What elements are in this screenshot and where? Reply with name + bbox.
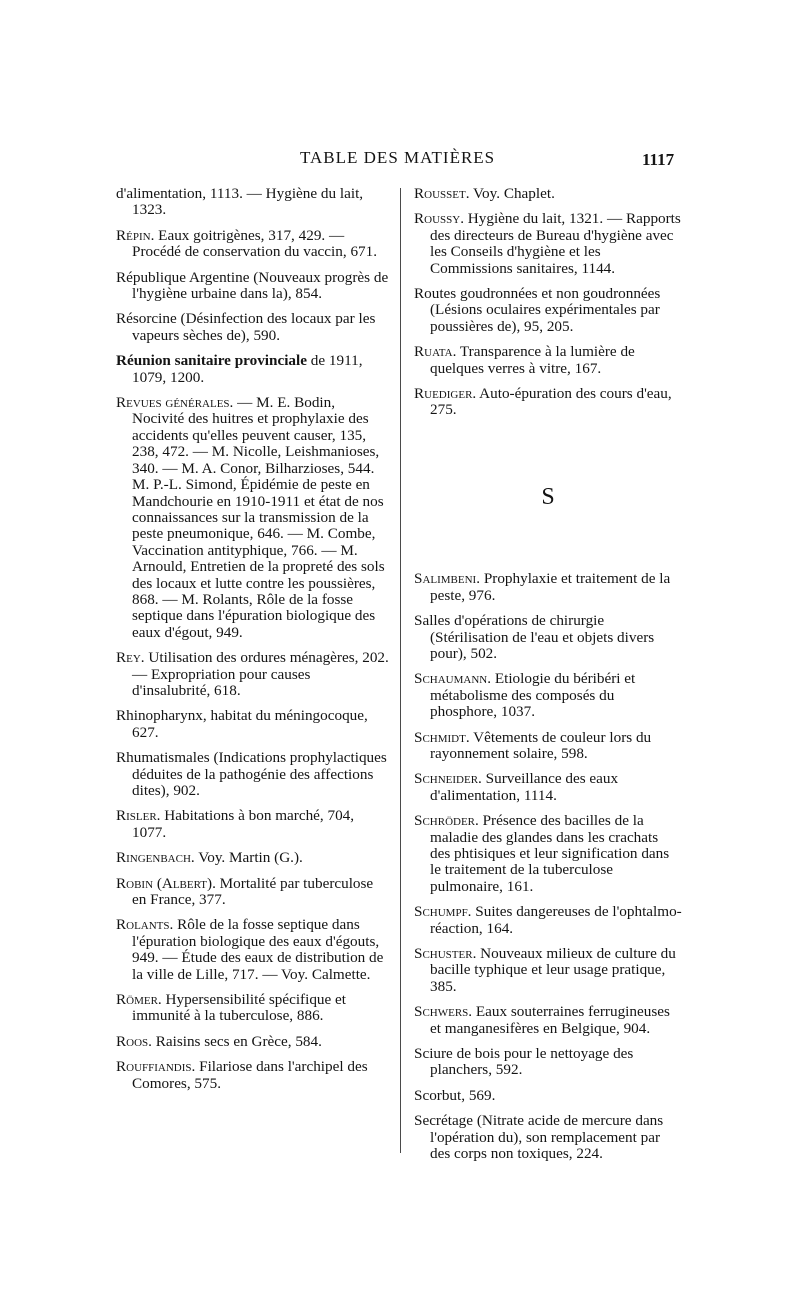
entry-text: Rhumatismales (Indications prophylactiques déduites de la pathogénie des affections dites), 902. xyxy=(116,749,387,799)
entry-heading: Revues générales. xyxy=(116,394,234,412)
entry-text: Auto-épuration des cours d'eau, 275. xyxy=(430,385,672,419)
index-entry xyxy=(414,1113,682,1162)
entry-heading: Schwers. xyxy=(414,1003,473,1021)
entry-text: Secrétage (Nitrate acide de mercure dans l'opération du), son remplacement par des corps non toxiques, 224. xyxy=(414,1112,664,1163)
entry-heading: Robin (Albert). xyxy=(116,874,216,892)
entry-heading: Réunion sanitaire provinciale xyxy=(116,352,307,370)
entry-text: Prophylaxie et traitement de la peste, 976. xyxy=(430,570,671,604)
entry-text: Eaux souterraines ferrugineuses et manganesifères en Belgique, 904. xyxy=(430,1003,670,1037)
entry-text: — M. E. Bodin, Nocivité des huitres et prophylaxie des accidents qu'elles peuvent causer, 135, 238, 472. — M. Nicolle, Leishmanioses, 340. — M. A. Conor, Bilharzioses, 544. M. P.-L. Simond, Épidémie de peste en Mandchourie en 1910-1911 et état de nos connaissances sur la transmission de la peste pneumonique, 646. — M. Combe, Vaccination antityphique, 766. — M. Arnould, Entretien de la propreté des sols des locaux et lutte contre les poussières, 868. — M. Rolants, Rôle de la fosse septique dans l'épuration biologique des eaux d'égout, 949. xyxy=(132,394,385,641)
entry-heading: Schumpf. xyxy=(414,903,472,921)
index-entry xyxy=(116,750,390,799)
index-entry xyxy=(414,344,682,377)
index-entry xyxy=(414,286,682,335)
section-s-entries xyxy=(414,571,682,1162)
left-column xyxy=(116,186,390,1101)
index-entry xyxy=(116,876,390,909)
entry-heading: Roussy. xyxy=(414,210,464,228)
index-entry xyxy=(414,813,682,895)
entry-text: de 1911, 1079, 1200. xyxy=(132,352,363,386)
entry-text: Eaux goitrigènes, 317, 429. — Procédé de conservation du vaccin, 671. xyxy=(132,226,378,261)
entry-text: Etiologie du béribéri et métabolisme des composés du phosphore, 1037. xyxy=(430,670,636,721)
entry-heading: Roos. xyxy=(116,1032,152,1050)
index-entry xyxy=(414,730,682,763)
right-column xyxy=(414,186,682,1171)
index-entry xyxy=(414,186,682,202)
section-r-continued xyxy=(414,186,682,419)
index-entry xyxy=(116,992,390,1025)
index-entry xyxy=(414,211,682,277)
index-entry xyxy=(414,671,682,720)
index-entry xyxy=(414,1004,682,1037)
entry-text: Routes goudronnées et non goudronnées (Lésions oculaires expérimentales par poussières de), 95, 205. xyxy=(414,285,661,335)
entry-heading: Risler. xyxy=(116,807,161,825)
entry-text: Hygiène du lait, 1321. — Rapports des directeurs de Bureau d'hygiène avec les Conseils d'hygiène et les Commissions sanitaires, 1144. xyxy=(430,210,681,277)
entry-heading: Ringenbach. xyxy=(116,849,195,867)
entry-text: Rhinopharynx, habitat du méningocoque, 627. xyxy=(116,707,368,741)
header-title: TABLE DES MATIÈRES xyxy=(300,148,496,167)
index-entry xyxy=(414,386,682,419)
entry-text: Hypersensibilité spécifique et immunité à la tuberculose, 886. xyxy=(132,991,347,1025)
entry-text: Voy. Martin (G.). xyxy=(194,849,303,867)
entry-heading: Répin. xyxy=(116,226,155,244)
entry-text: Mortalité par tuberculose en France, 377. xyxy=(132,874,374,909)
index-entry xyxy=(116,917,390,983)
entry-heading: Römer. xyxy=(116,991,162,1009)
entry-heading: Schmidt. xyxy=(414,728,470,746)
index-entry xyxy=(414,1046,682,1079)
index-entry xyxy=(116,353,390,386)
entry-text: Scorbut, 569. xyxy=(414,1086,496,1104)
index-entry xyxy=(414,1088,682,1104)
entry-text: Vêtements de couleur lors du rayonnement solaire, 598. xyxy=(430,728,652,762)
entry-text: Raisins secs en Grèce, 584. xyxy=(151,1032,322,1050)
entry-heading: Schröder. xyxy=(414,812,479,830)
index-entry xyxy=(116,228,390,261)
entry-heading: Ruediger. xyxy=(414,385,477,403)
entry-text: Suites dangereuses de l'ophtalmo-réaction, 164. xyxy=(430,903,682,937)
entry-heading: Rey. xyxy=(116,649,145,667)
column-divider xyxy=(400,188,401,1153)
index-entry xyxy=(414,613,682,662)
index-entry xyxy=(116,708,390,741)
index-entry xyxy=(116,1034,390,1050)
entry-text: République Argentine (Nouveaux progrès de l'hygiène urbaine dans la), 854. xyxy=(116,268,389,303)
entry-text: Rôle de la fosse septique dans l'épuration biologique des eaux d'égouts, 949. — Étude des eaux de distribution de la ville de Lille, 717. — Voy. Calmette. xyxy=(132,916,384,983)
index-entry xyxy=(414,946,682,995)
index-entry xyxy=(116,270,390,303)
entry-text: d'alimentation, 1113. — Hygiène du lait, 1323. xyxy=(116,185,364,219)
index-entry xyxy=(116,1059,390,1092)
index-entry xyxy=(116,311,390,344)
entry-text: Habitations à bon marché, 704, 1077. xyxy=(132,807,355,841)
entry-text: Résorcine (Désinfection des locaux par les vapeurs sèches de), 590. xyxy=(116,310,376,344)
entry-heading: Salimbeni. xyxy=(414,570,481,588)
entry-heading: Rousset. xyxy=(414,185,470,202)
entry-text: Présence des bacilles de la maladie des glandes dans les crachats des phtisiques et leur signification dans le traitement de la tuberculose pulmonaire, 161. xyxy=(430,812,670,895)
index-entry xyxy=(116,850,390,866)
entry-text: Surveillance des eaux d'alimentation, 1114. xyxy=(430,770,619,804)
entry-text: Nouveaux milieux de culture du bacille typhique et leur usage pratique, 385. xyxy=(430,945,676,995)
entry-text: Salles d'opérations de chirurgie (Stérilisation de l'eau et objets divers pour), 502. xyxy=(414,612,655,662)
index-entry xyxy=(116,808,390,841)
index-entry xyxy=(116,186,390,219)
entry-text: Sciure de bois pour le nettoyage des planchers, 592. xyxy=(414,1045,634,1079)
index-entry xyxy=(414,571,682,604)
index-entry xyxy=(116,395,390,641)
section-letter-s: S xyxy=(541,483,555,510)
entry-heading: Rouffiandis. xyxy=(116,1058,196,1076)
index-entry xyxy=(116,650,390,699)
entry-heading: Schaumann. xyxy=(414,670,492,688)
entry-text: Voy. Chaplet. xyxy=(469,185,555,202)
entry-heading: Rolants. xyxy=(116,916,174,934)
index-entry xyxy=(414,771,682,804)
entry-text: Filariose dans l'archipel des Comores, 575. xyxy=(132,1058,368,1092)
entry-heading: Ruata. xyxy=(414,343,457,361)
entry-heading: Schuster. xyxy=(414,945,477,962)
running-header xyxy=(0,148,800,178)
index-entry xyxy=(414,904,682,937)
entry-heading: Schneider. xyxy=(414,770,482,788)
entry-text: Utilisation des ordures ménagères, 202. — Expropriation pour causes d'insalubrité, 618. xyxy=(132,649,389,699)
page-number: 1117 xyxy=(642,150,675,169)
entry-text: Transparence à la lumière de quelques verres à vitre, 167. xyxy=(430,343,635,377)
